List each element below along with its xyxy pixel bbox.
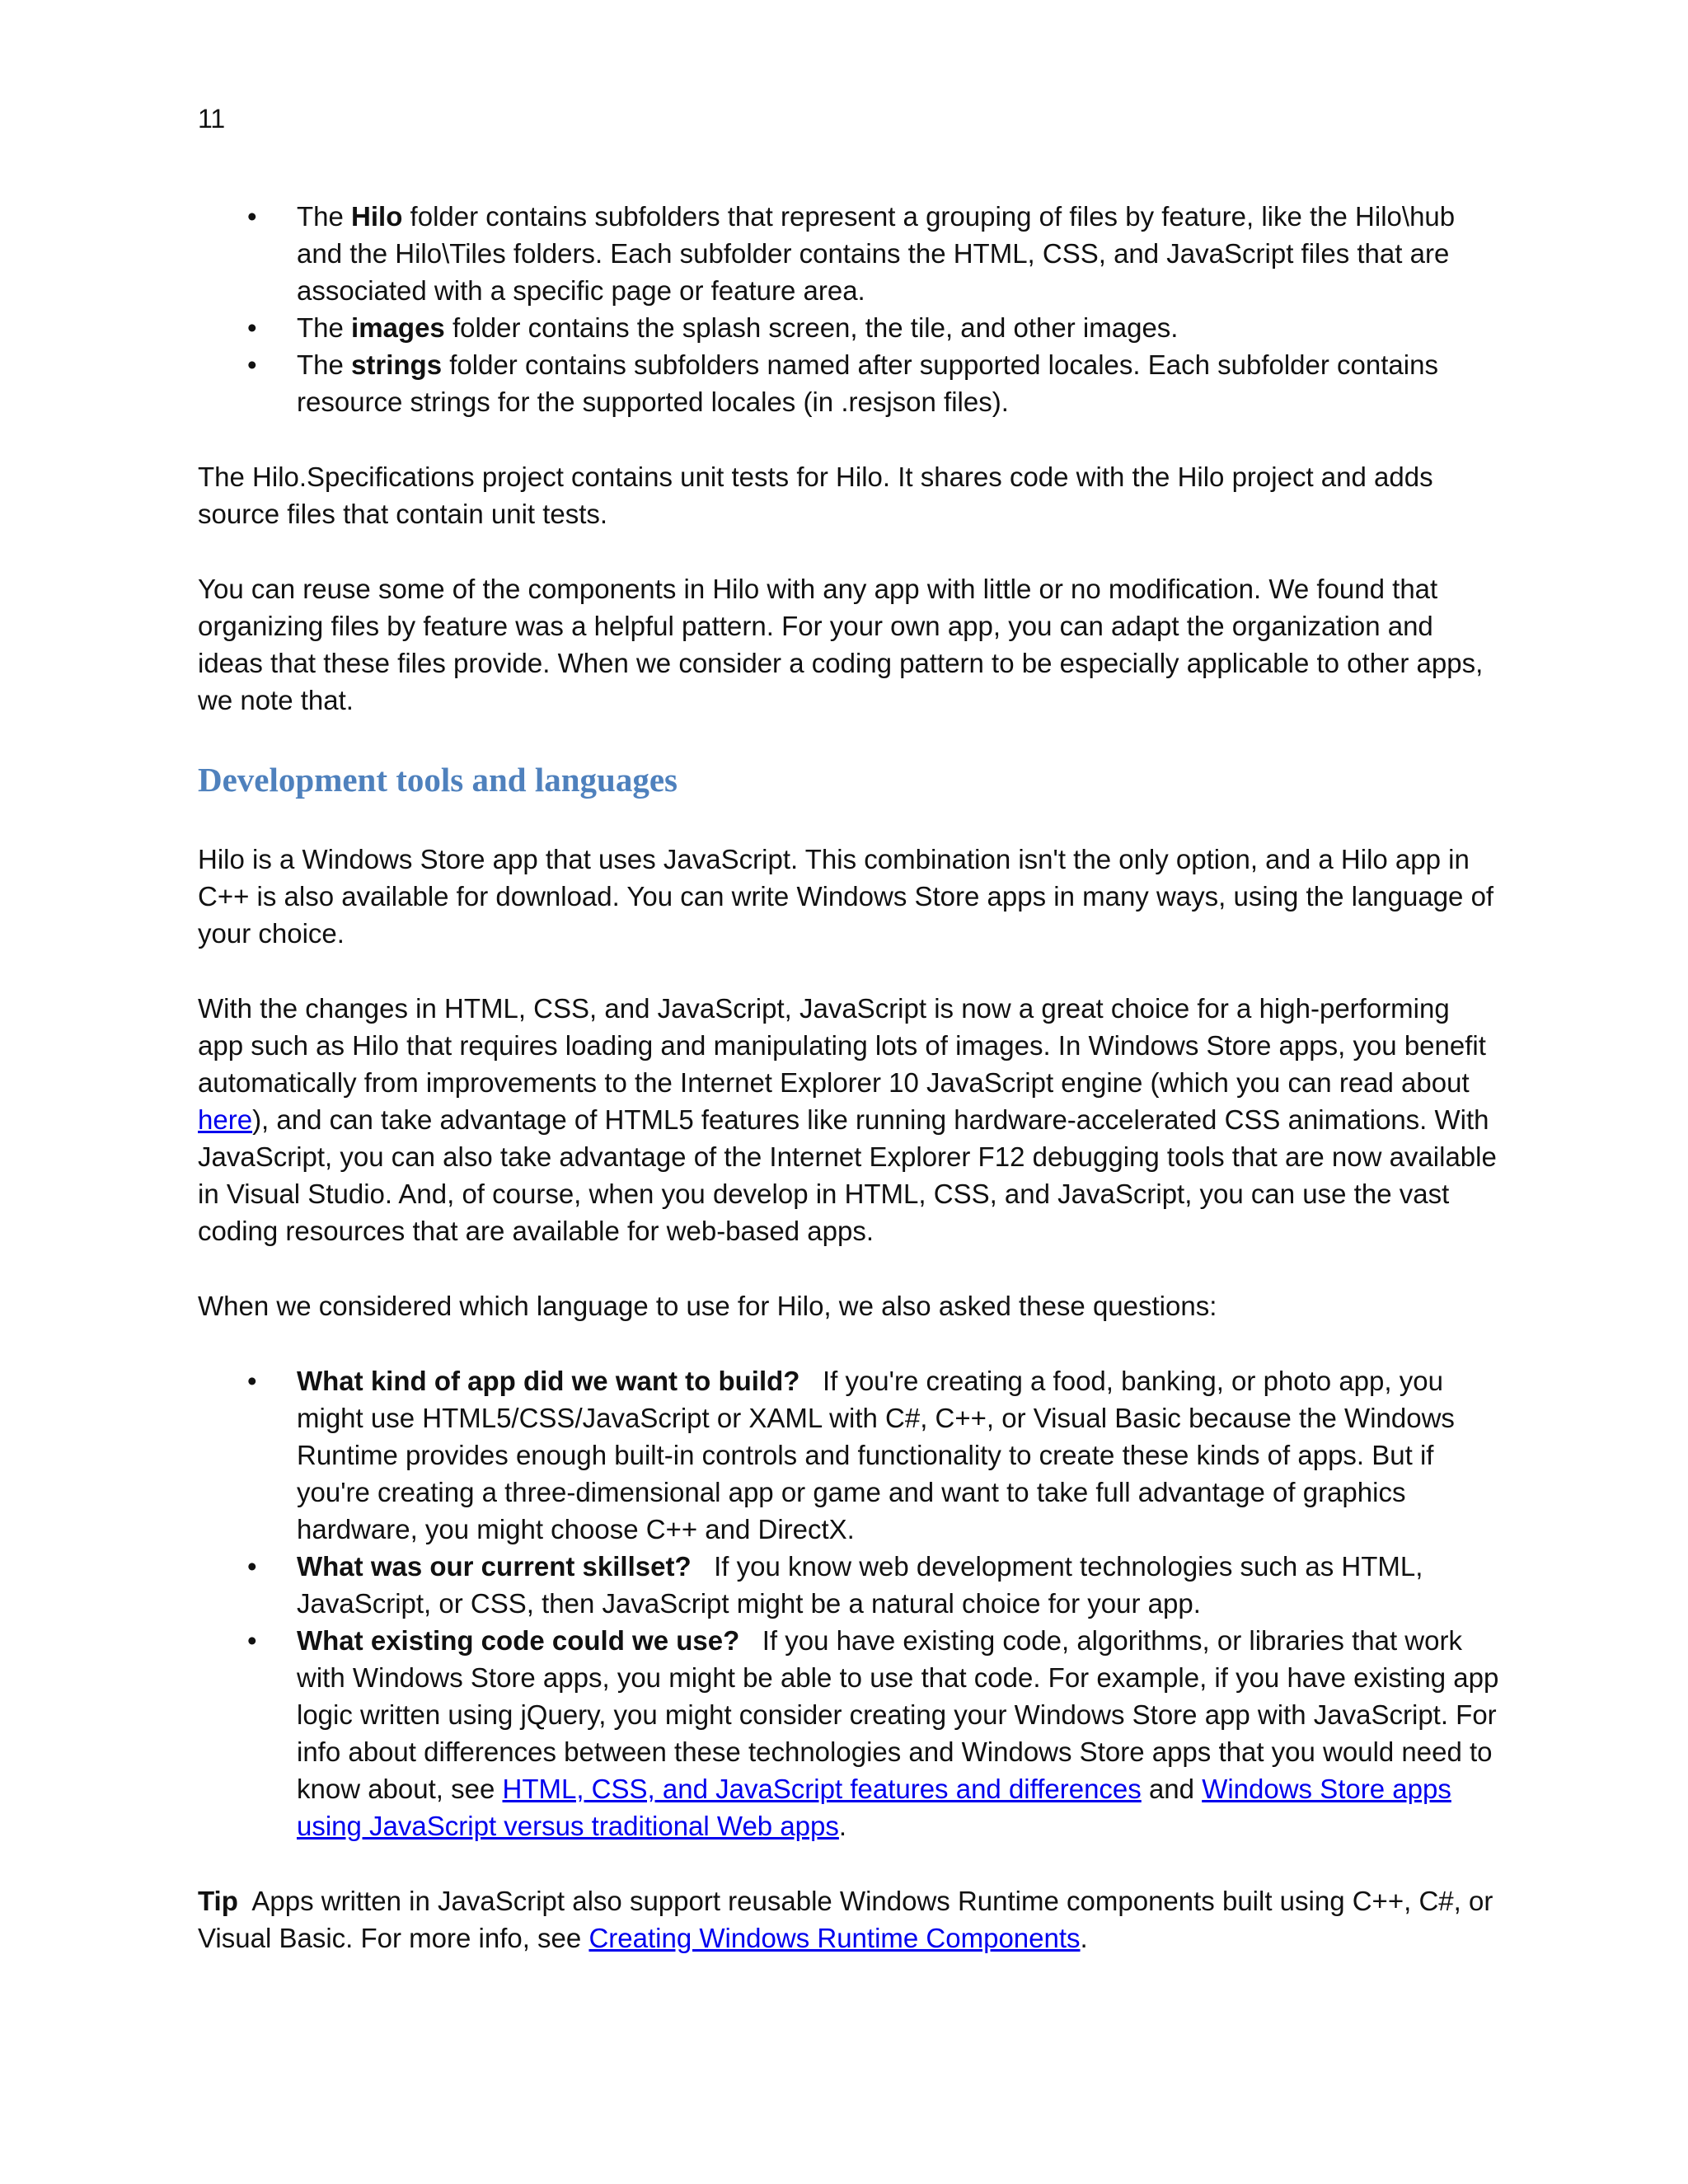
tip-label: Tip — [198, 1886, 238, 1916]
page-content — [198, 198, 1507, 1957]
paragraph-changes-post: ), and can take advantage of HTML5 features like running hardware-accelerated CSS animations. With JavaScript, you can also take advantage of the Internet Explorer F12 debugging tools that are now available in Visual Studio. And, of course, when you develop in HTML, CSS, and JavaScript, you can use the vast coding resources that are available for web-based apps. — [198, 1104, 1497, 1246]
sentence-end: . — [1080, 1923, 1088, 1953]
list-item-existing-code — [198, 1622, 1507, 1844]
here-link[interactable]: here — [198, 1104, 253, 1135]
list-item-bold: strings — [351, 349, 443, 380]
bullet-icon: • — [247, 1551, 257, 1582]
paragraph-changes — [198, 990, 1500, 1249]
list-item-bold: Hilo — [351, 201, 403, 232]
list-item-text: folder contains the splash screen, the tile, and other images. — [444, 312, 1179, 343]
page-number: 11 — [198, 104, 226, 134]
question-answer: If you know web development technologies such as HTML, JavaScript, or CSS, then JavaScript might be a natural choice for your app. — [297, 1551, 1431, 1619]
question-answer: If you have existing code, algorithms, or libraries that work with Windows Store apps, you might be able to use that code. For example, if you have existing app logic written using jQuery, you might consider creating your Windows Store app with JavaScript. For info about differences between these technologies and Windows Store apps that you would need to know about, see — [297, 1625, 1507, 1804]
folder-bullet-list — [198, 198, 1500, 420]
questions-bullet-list — [198, 1362, 1507, 1844]
list-item-images-folder — [198, 309, 1500, 346]
list-item-hilo-folder — [198, 198, 1500, 309]
list-item-kind-of-app — [198, 1362, 1500, 1548]
bullet-icon: • — [247, 201, 257, 232]
bullet-icon: • — [247, 1366, 257, 1396]
features-differences-link[interactable]: HTML, CSS, and JavaScript features and differences — [502, 1774, 1142, 1804]
paragraph-changes-pre: With the changes in HTML, CSS, and JavaScript, JavaScript is now a great choice for a high-performing app such as Hilo that requires loading and manipulating lots of images. In Windows Store apps, you benefit automatically from improvements to the Internet Explorer 10 JavaScript engine (which you can read about — [198, 993, 1486, 1098]
list-item-skillset — [198, 1548, 1500, 1622]
list-item-text: folder contains subfolders that represent a grouping of files by feature, like the Hilo\hub and the Hilo\Tiles folders. Each subfolder contains the HTML, CSS, and JavaScript files that are associated with a specific page or feature area. — [297, 201, 1456, 306]
question-heading: What existing code could we use? — [297, 1625, 740, 1656]
question-answer: If you're creating a food, banking, or photo app, you might use HTML5/CSS/JavaScript or XAML with C#, C++, or Visual Basic because the Windows Runtime provides enough built-in controls and functionality to create these kinds of apps. But if you're creating a three-dimensional app or game and want to take full advantage of graphics hardware, you might choose C++ and DirectX. — [297, 1366, 1463, 1544]
traditional-web-apps-link[interactable]: Windows Store apps using JavaScript versus traditional Web apps — [297, 1774, 1451, 1841]
list-item-text: folder contains subfolders named after supported locales. Each subfolder contains resource strings for the supported locales (in .resjson files). — [297, 349, 1438, 417]
bullet-icon: • — [247, 1625, 257, 1656]
paragraph-hilo-app: Hilo is a Windows Store app that uses JavaScript. This combination isn't the only option, and a Hilo app in C++ is also available for download. You can write Windows Store apps in many ways, using the language of your choice. — [198, 844, 1494, 949]
bullet-icon: • — [247, 349, 257, 380]
paragraph-specifications: The Hilo.Specifications project contains unit tests for Hilo. It shares code with the Hilo project and adds source files that contain unit tests. — [198, 462, 1433, 529]
paragraph-questions: When we considered which language to use for Hilo, we also asked these questions: — [198, 1291, 1217, 1321]
link-separator: and — [1141, 1774, 1203, 1804]
question-heading: What was our current skillset? — [297, 1551, 692, 1582]
bullet-icon: • — [247, 312, 257, 343]
list-item-prefix: The — [297, 349, 352, 380]
question-heading: What kind of app did we want to build? — [297, 1366, 800, 1396]
tip-text: Apps written in JavaScript also support reusable Windows Runtime components built using C++, C#, or Visual Basic. For more info, see — [198, 1886, 1501, 1953]
list-item-strings-folder — [198, 346, 1500, 420]
list-item-prefix: The — [297, 201, 352, 232]
list-item-prefix: The — [297, 312, 352, 343]
tip-paragraph — [198, 1882, 1500, 1957]
list-item-bold: images — [351, 312, 445, 343]
sentence-end: . — [838, 1811, 847, 1841]
section-heading: Development tools and languages — [198, 761, 678, 799]
paragraph-reuse: You can reuse some of the components in Hilo with any app with little or no modification. We found that organizing files by feature was a helpful pattern. For your own app, you can adapt the organization and ideas that these files provide. When we consider a coding pattern to be especially applicable to other apps, we note that. — [198, 574, 1484, 715]
runtime-components-link[interactable]: Creating Windows Runtime Components — [588, 1923, 1081, 1953]
